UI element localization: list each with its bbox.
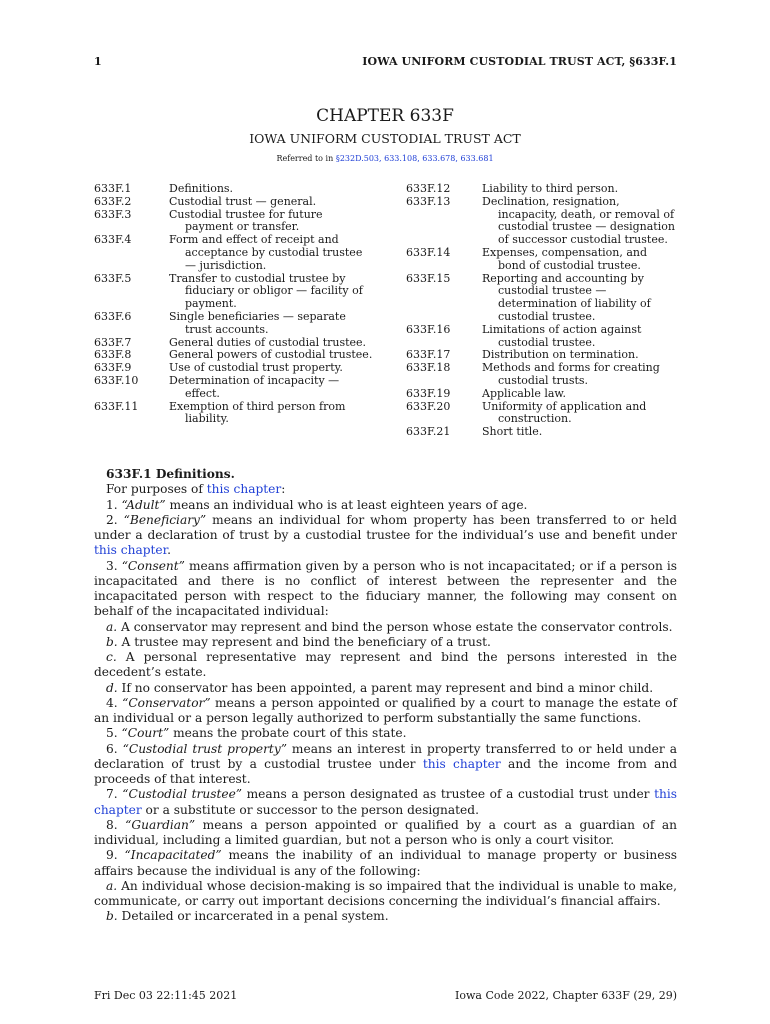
toc-section-number: 633F.21 xyxy=(406,425,451,439)
toc-entry[interactable] xyxy=(406,247,676,273)
toc-entry[interactable] xyxy=(94,183,374,196)
footer-timestamp: Fri Dec 03 22:11:45 2021 xyxy=(94,989,238,1002)
toc-entry[interactable] xyxy=(406,183,676,196)
definition-1: 1. “Adult” means an individual who is at least eighteen years of age. xyxy=(106,497,528,512)
definition-3a: a. A conservator may represent and bind the person whose estate the conservator controls. xyxy=(106,619,673,634)
toc-section-number: 633F.4 xyxy=(94,233,132,247)
toc-section-title: Definitions. xyxy=(169,182,234,195)
toc-section-number: 633F.19 xyxy=(406,386,451,400)
toc-entry[interactable] xyxy=(94,401,374,427)
toc-section-number: 633F.7 xyxy=(94,335,132,349)
toc-section-number: 633F.10 xyxy=(94,373,139,387)
toc-entry[interactable] xyxy=(406,362,676,388)
toc-section-number: 633F.3 xyxy=(94,207,132,221)
toc-section-title: Custodial trust — general. xyxy=(169,194,317,208)
toc-section-title: Single beneficiaries — separate trust accounts. xyxy=(169,309,346,336)
toc-section-title: Expenses, compensation, and bond of custodial trustee. xyxy=(482,245,648,272)
toc-entry[interactable] xyxy=(406,273,676,324)
definition-6: 6. “Custodial trust property” means an interest in property transferred to or held under a declaration of trust by a custodial trustee under this chapter and the income from and proceeds of that interest. xyxy=(94,741,678,786)
definition-9: 9. “Incapacitated” means the inability of an individual to manage property or business affairs because the individual is any of the following: xyxy=(94,848,678,878)
toc-section-title: Declination, resignation, incapacity, death, or removal of custodial trustee — designation of successor custodial trustee. xyxy=(482,194,675,247)
toc-section-number: 633F.9 xyxy=(94,361,132,375)
toc-entry[interactable] xyxy=(94,375,374,401)
toc-section-number: 633F.5 xyxy=(94,271,132,285)
toc-section-number: 633F.11 xyxy=(94,399,139,413)
toc-section-title: Use of custodial trust property. xyxy=(169,361,343,375)
toc-section-number: 633F.18 xyxy=(406,361,451,375)
toc-section-title: Custodial trustee for future payment or transfer. xyxy=(169,207,323,234)
intro-paragraph: For purposes of this chapter: xyxy=(106,482,286,497)
definition-3: 3. “Consent” means affirmation given by a person who is not incapacitated; or if a person is incapacitated and there is no conflict of interest between the representer and the incapacitated person with respect to the fiduciary manner, the following may consent on behalf of the incapacitated individual: xyxy=(94,558,678,619)
toc-section-title: Methods and forms for creating custodial trusts. xyxy=(482,361,660,387)
toc-section-title: General powers of custodial trustee. xyxy=(169,348,373,362)
toc-entry[interactable] xyxy=(406,324,676,350)
definition-9a: a. An individual whose decision-making is so impaired that the individual is unable to make, communicate, or carry out important decisions concerning the individual’s financial affairs. xyxy=(94,878,677,908)
toc-entry[interactable] xyxy=(406,388,676,401)
page-number: 1 xyxy=(94,55,102,68)
definition-3b: b. A trustee may represent and bind the beneficiary of a trust. xyxy=(106,634,491,649)
definition-8: 8. “Guardian” means a person appointed or qualified by a court as a guardian of an individual, including a limited guardian, but not a person who is only a court visitor. xyxy=(94,817,678,847)
chapter-link[interactable]: this chapter xyxy=(94,543,168,558)
act-title: IOWA UNIFORM CUSTODIAL TRUST ACT xyxy=(249,131,521,146)
toc-entry[interactable] xyxy=(406,426,676,439)
toc-section-title: Determination of incapacity — effect. xyxy=(169,373,340,400)
definition-4: 4. “Conservator” means a person appointed or qualified by a court to manage the estate of an individual or a person legally authorized to perform substantially the same functions. xyxy=(94,695,678,725)
definition-9b: b. Detailed or incarcerated in a penal system. xyxy=(106,909,389,924)
definition-2: 2. “Beneficiary” means an individual for whom property has been transferred to or held under a declaration of trust by a custodial trustee for the individual’s use and benefit under this chapter. xyxy=(94,512,677,558)
referred-prefix: Referred to in xyxy=(276,154,334,163)
toc-section-title: Limitations of action against custodial trustee. xyxy=(482,322,642,349)
toc-section-number: 633F.20 xyxy=(406,399,451,413)
toc-entry[interactable] xyxy=(94,273,374,311)
toc-section-title: Uniformity of application and construction. xyxy=(482,399,647,426)
toc-entry[interactable] xyxy=(94,196,374,209)
toc-section-title: Distribution on termination. xyxy=(482,348,639,362)
definition-7: 7. “Custodial trustee” means a person designated as trustee of a custodial trust under this chapter or a substitute or successor to the person designated. xyxy=(94,787,678,817)
toc-section-title: Transfer to custodial trustee by fiduciary or obligor — facility of payment. xyxy=(169,271,363,311)
toc-section-number: 633F.17 xyxy=(406,348,451,362)
chapter-link[interactable]: this chapter xyxy=(94,787,678,817)
toc-entry[interactable] xyxy=(94,209,374,235)
chapter-title: CHAPTER 633F xyxy=(316,106,454,126)
toc-section-title: General duties of custodial trustee. xyxy=(169,335,367,349)
toc-section-title: Form and effect of receipt and acceptance by custodial trustee — jurisdiction. xyxy=(169,233,363,272)
toc-section-number: 633F.13 xyxy=(406,194,451,208)
chapter-link[interactable]: this chapter xyxy=(206,482,282,497)
section-body xyxy=(94,467,677,925)
definition-3c: c. A personal representative may represent and bind the persons interested in the decedent’s estate. xyxy=(94,650,677,680)
toc-section-title: Exemption of third person from liability. xyxy=(169,399,346,426)
toc-section-number: 633F.8 xyxy=(94,348,132,362)
referred-to-line xyxy=(0,154,770,163)
definition-3d: d. If no conservator has been appointed, a parent may represent and bind a minor child. xyxy=(106,680,654,695)
toc-section-number: 633F.12 xyxy=(406,182,451,195)
toc-section-number: 633F.14 xyxy=(406,245,451,259)
toc-section-number: 633F.2 xyxy=(94,194,132,208)
chapter-link[interactable]: this chapter xyxy=(422,756,501,771)
definition-5: 5. “Court” means the probate court of this state. xyxy=(106,726,407,741)
referred-links[interactable]: §232D.503, 633.108, 633.678, 633.681 xyxy=(335,154,494,163)
toc-section-number: 633F.16 xyxy=(406,322,451,336)
toc-entry[interactable] xyxy=(406,401,676,427)
footer-citation: Iowa Code 2022, Chapter 633F (29, 29) xyxy=(455,989,677,1002)
toc-left-column xyxy=(94,183,374,426)
section-heading: 633F.1 Definitions. xyxy=(106,467,235,481)
toc-entry[interactable] xyxy=(94,311,374,337)
running-header: IOWA UNIFORM CUSTODIAL TRUST ACT, §633F.1 xyxy=(362,55,677,68)
toc-section-title: Short title. xyxy=(482,425,543,439)
toc-section-title: Reporting and accounting by custodial trustee — determination of liability of custodial trustee. xyxy=(482,271,651,323)
toc-section-title: Applicable law. xyxy=(482,386,567,400)
toc-entry[interactable] xyxy=(406,196,676,247)
toc-section-number: 633F.15 xyxy=(406,271,451,285)
toc-section-title: Liability to third person. xyxy=(482,182,619,195)
toc-entry[interactable] xyxy=(94,234,374,272)
toc-right-column xyxy=(406,183,676,439)
toc-section-number: 633F.1 xyxy=(94,182,132,195)
toc-section-number: 633F.6 xyxy=(94,309,132,323)
